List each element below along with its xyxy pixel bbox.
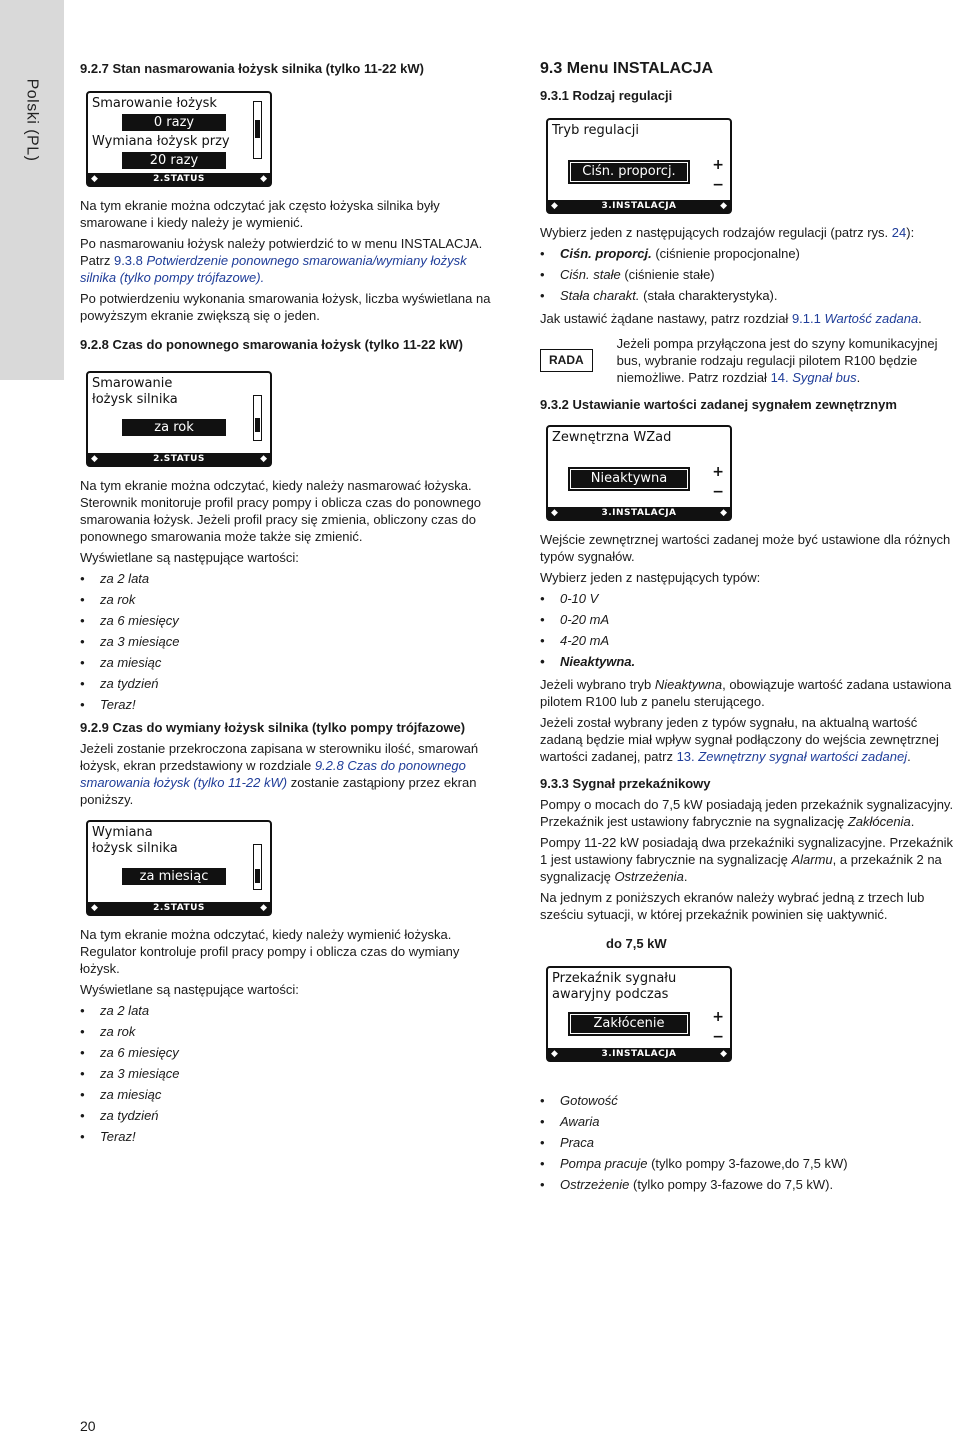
list-item: • za rok: [80, 591, 500, 608]
lcd-line: awaryjny podczas: [552, 987, 669, 1002]
lcd-line: Przekaźnik sygnału: [552, 971, 677, 986]
lcd-scrollbar: [253, 395, 262, 441]
paragraph: Wybierz jeden z następujących rodzajów regulacji (patrz rys. 24):: [540, 225, 915, 240]
values-list: [80, 1002, 500, 1145]
list-item: • Teraz!: [80, 696, 500, 713]
lcd-line: Tryb regulacji: [552, 123, 639, 138]
left-arrow-icon: ◆: [91, 454, 98, 464]
lcd-line: Wymiana łożysk przy: [92, 134, 230, 149]
list-item: • Pompa pracuje (tylko pompy 3-fazowe,do 7,5 kW): [540, 1155, 955, 1172]
paragraph: Jak ustawić żądane nastawy, patrz rozdział 9.1.1 Wartość zadana.: [540, 311, 922, 326]
lcd-status-bar: 3.INSTALACJA: [548, 200, 730, 212]
list-item: • za tydzień: [80, 1107, 500, 1124]
left-arrow-icon: ◆: [551, 1049, 558, 1059]
lcd-relubrication-time: [86, 371, 272, 467]
lcd-line: Zewnętrzna WZad: [552, 430, 672, 445]
section-9-2-8-title: 9.2.8 Czas do ponownego smarowania łożysk (tylko 11-22 kW): [80, 337, 463, 352]
power-subheading: do 7,5 kW: [606, 936, 667, 951]
paragraph: Wyświetlane są następujące wartości:: [80, 550, 299, 565]
paragraph: Wejście zewnętrznej wartości zadanej może być ustawione dla różnych typów sygnałów.: [540, 532, 951, 564]
page-number: 20: [80, 1418, 96, 1434]
lcd-line: łożysk silnika: [92, 392, 178, 407]
paragraph: Po potwierdzeniu wykonania smarowania łożysk, liczba wyświetlana na powyższym ekranie zwiększą się o jeden.: [80, 291, 491, 323]
list-item: • Nieaktywna.: [540, 653, 955, 670]
paragraph: Jeżeli został wybrany jeden z typów sygnału, na aktualną wartość zadaną będzie miał wpływ sygnał podłączony do wejścia zewnętrznej wartości zadanej, patrz 13. Zewnętrzny sygnał wartości zadanej.: [540, 715, 939, 764]
right-column: [540, 60, 955, 1199]
lcd-status-bar: 3.INSTALACJA: [548, 1048, 730, 1060]
section-9-3-3-title: 9.3.3 Sygnał przekaźnikowy: [540, 776, 711, 791]
cross-reference-link[interactable]: Wartość zadana: [820, 311, 919, 326]
lcd-bearing-replacement-time: [86, 820, 272, 916]
list-item: • Ostrzeżenie (tylko pompy 3-fazowe do 7,5 kW).: [540, 1176, 955, 1193]
cross-reference-link[interactable]: Zewnętrzny sygnał wartości zadanej: [694, 749, 908, 764]
lcd-scrollbar: [253, 844, 262, 890]
lcd-external-setpoint: [546, 425, 732, 521]
left-arrow-icon: ◆: [91, 903, 98, 913]
lcd-value-field: Zakłócenie: [568, 1012, 690, 1036]
language-label: Polski (PL): [23, 78, 41, 162]
cross-reference-number[interactable]: 13.: [676, 749, 695, 764]
signal-types-list: [540, 590, 955, 670]
list-item: • Ciśn. proporcj. (ciśnienie propocjonalne): [540, 245, 955, 262]
cross-reference-link[interactable]: 9.2.8 Czas do ponownego smarowania łożysk (tylko 11-22 kW): [80, 758, 466, 790]
left-column: [80, 60, 500, 1151]
list-item: • Awaria: [540, 1113, 955, 1130]
list-item: • Stała charakt. (stała charakterystyka).: [540, 287, 955, 304]
minus-icon: −: [712, 1029, 724, 1045]
list-item: • za 2 lata: [80, 570, 500, 587]
list-item: • za rok: [80, 1023, 500, 1040]
language-sidebar: [0, 0, 64, 380]
list-item: • za 6 miesięcy: [80, 1044, 500, 1061]
plus-icon: +: [712, 1009, 724, 1025]
paragraph: Na tym ekranie można odczytać, kiedy należy wymienić łożyska. Regulator kontroluje profil pracy pompy i oblicza czas do wymiany łożysk.: [80, 927, 460, 976]
lcd-status-bar: 3.INSTALACJA: [548, 507, 730, 519]
paragraph: Pompy 11-22 kW posiadają dwa przekaźniki sygnalizacyjne. Przekaźnik 1 jest ustawiony fabrycznie na sygnalizację Alarmu, a przekaźnik 2 na sygnalizację Ostrzeżenia.: [540, 835, 954, 884]
right-arrow-icon: ◆: [260, 174, 267, 184]
paragraph: Na tym ekranie można odczytać jak często łożyska silnika były smarowane i kiedy należy je wymienić.: [80, 198, 440, 230]
paragraph: Wyświetlane są następujące wartości:: [80, 982, 299, 997]
cross-reference-number[interactable]: 9.1.1: [791, 311, 821, 326]
left-arrow-icon: ◆: [91, 174, 98, 184]
minus-icon: −: [712, 177, 724, 193]
paragraph: Na jednym z poniższych ekranów należy wybrać jedną z trzech lub sześciu sytuacji, w której przekaźnik powinien się uaktywnić.: [540, 890, 925, 922]
cross-reference-number[interactable]: 14.: [770, 370, 789, 385]
tip-label: RADA: [540, 349, 593, 372]
list-item: • za miesiąc: [80, 654, 500, 671]
lcd-control-mode: [546, 118, 732, 214]
relay-options-list: [540, 1092, 955, 1193]
lcd-value-field: Nieaktywna: [568, 467, 690, 491]
right-arrow-icon: ◆: [720, 201, 727, 211]
lcd-relay-signal: [546, 966, 732, 1062]
plus-icon: +: [712, 464, 724, 480]
lcd-line: Wymiana: [92, 825, 153, 840]
list-item: • 0-10 V: [540, 590, 955, 607]
list-item: • Teraz!: [80, 1128, 500, 1145]
section-9-3-2-title: 9.3.2 Ustawianie wartości zadanej sygnałem zewnętrznym: [540, 397, 897, 412]
plus-icon: +: [712, 157, 724, 173]
lcd-line: Smarowanie łożysk: [92, 96, 217, 111]
list-item: • za 3 miesiące: [80, 633, 500, 650]
section-9-2-9-title: 9.2.9 Czas do wymiany łożysk silnika (tylko pompy trójfazowe): [80, 720, 466, 735]
lcd-line: łożysk silnika: [92, 841, 178, 856]
left-arrow-icon: ◆: [551, 508, 558, 518]
section-9-2-7-title: 9.2.7 Stan nasmarowania łożysk silnika (tylko 11-22 kW): [80, 61, 424, 76]
lcd-line: Smarowanie: [92, 376, 173, 391]
lcd-status-bar: 2.STATUS: [88, 173, 270, 185]
list-item: • Gotowość: [540, 1092, 955, 1109]
list-item: • 0-20 mA: [540, 611, 955, 628]
minus-icon: −: [712, 484, 724, 500]
cross-reference-link[interactable]: Potwierdzenie ponownego smarowania/wymiany łożysk silnika (tylko pompy trójfazowe).: [80, 253, 467, 285]
paragraph: Jeżeli zostanie przekroczona zapisana w sterowniku ilość, smarowań łożysk, ekran przedstawiony w rozdziale 9.2.8 Czas do ponownego smarowania łożysk (tylko 11-22 kW) zostanie zastąpiony przez ekran poniższy.: [80, 741, 479, 807]
paragraph: Wybierz jeden z następujących typów:: [540, 570, 761, 585]
list-item: • za 6 miesięcy: [80, 612, 500, 629]
section-9-3-title: 9.3 Menu INSTALACJA: [540, 60, 714, 77]
right-arrow-icon: ◆: [260, 903, 267, 913]
right-arrow-icon: ◆: [720, 1049, 727, 1059]
paragraph: Jeżeli wybrano tryb Nieaktywna, obowiązuje wartość zadana ustawiona pilotem R100 lub z panelu sterującego.: [540, 677, 952, 709]
lcd-value-field: za rok: [122, 419, 226, 436]
section-9-3-1-title: 9.3.1 Rodzaj regulacji: [540, 88, 673, 103]
list-item: • za 3 miesiące: [80, 1065, 500, 1082]
list-item: • za 2 lata: [80, 1002, 500, 1019]
right-arrow-icon: ◆: [260, 454, 267, 464]
lcd-value-field: za miesiąc: [122, 868, 226, 885]
lcd-status-bar: 2.STATUS: [88, 453, 270, 465]
cross-reference-number[interactable]: 9.3.8: [113, 253, 143, 268]
values-list: [80, 570, 500, 713]
list-item: • 4-20 mA: [540, 632, 955, 649]
control-modes-list: [540, 245, 955, 304]
lcd-status-bar: 2.STATUS: [88, 902, 270, 914]
cross-reference-link[interactable]: Sygnał bus: [788, 370, 857, 385]
figure-reference[interactable]: 24: [891, 225, 907, 240]
list-item: • za tydzień: [80, 675, 500, 692]
lcd-value-field: Ciśn. proporcj.: [568, 160, 690, 184]
lcd-scrollbar: [253, 101, 262, 159]
paragraph: Po nasmarowaniu łożysk należy potwierdzić to w menu INSTALACJA. Patrz 9.3.8 Potwierdzenie ponownego smarowania/wymiany łożysk silnika (tylko pompy trójfazowe).: [80, 236, 483, 285]
lcd-value-field: 0 razy: [122, 114, 226, 131]
list-item: • za miesiąc: [80, 1086, 500, 1103]
list-item: • Praca: [540, 1134, 955, 1151]
list-item: • Ciśn. stałe (ciśnienie stałe): [540, 266, 955, 283]
tip-note: [540, 335, 955, 386]
tip-text: Jeżeli pompa przyłączona jest do szyny komunikacyjnej bus, wybranie rodzaju regulacji pilotem R100 będzie niemożliwe. Patrz rozdział 14. Sygnał bus.: [616, 336, 938, 385]
lcd-bearing-lubrication-status: [86, 91, 272, 187]
paragraph: Na tym ekranie można odczytać, kiedy należy nasmarować łożyska. Sterownik monitoruje profil pracy pompy i oblicza czas do ponownego smarowania łożysk. Jeżeli profil pracy się zmienia, obliczony czas do ponownego smarowania może także się zmienić.: [80, 478, 482, 544]
left-arrow-icon: ◆: [551, 201, 558, 211]
paragraph: Pompy o mocach do 7,5 kW posiadają jeden przekaźnik sygnalizacyjny. Przekaźnik jest ustawiony fabrycznie na sygnalizację Zakłócenia.: [540, 797, 954, 829]
lcd-value-field: 20 razy: [122, 152, 226, 169]
right-arrow-icon: ◆: [720, 508, 727, 518]
